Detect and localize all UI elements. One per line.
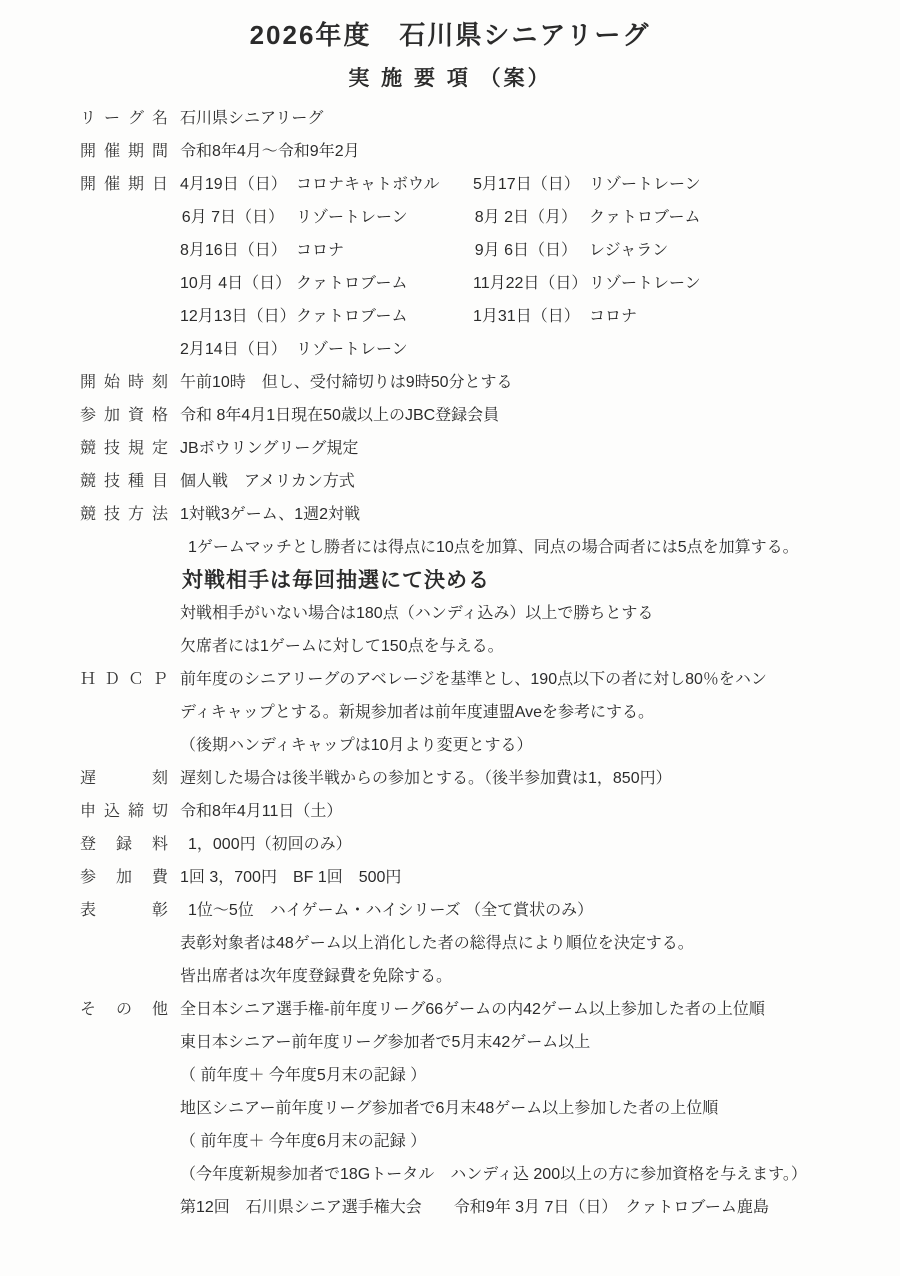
row-method-note2 (0, 595, 900, 628)
row-others-3 (0, 1057, 900, 1090)
field-label-registration-fee: 登録料 (80, 836, 168, 853)
schedule-line (180, 336, 589, 359)
schedule-line (180, 237, 668, 260)
row-method (0, 496, 900, 529)
schedule-line (180, 204, 701, 227)
field-label-late: 遅刻 (80, 770, 168, 787)
schedule-venue: リゾートレーン (296, 341, 408, 358)
row-schedule-6 (0, 331, 900, 364)
schedule-cell-left (180, 336, 473, 359)
row-event-type (0, 463, 900, 496)
field-value-registration-fee: 1，000円（初回のみ） (188, 836, 352, 853)
field-label-start-time: 開始時刻 (80, 374, 168, 391)
field-value-start-time: 午前10時 但し、受付締切りは9時50分とする (180, 374, 513, 391)
schedule-cell-left (180, 270, 473, 293)
row-schedule-1 (0, 166, 900, 199)
schedule-venue: コロナ (589, 308, 638, 325)
others-line: （今年度新規参加者で18Gトータル ハンディ込 200以上の方に参加資格を与えます。） (180, 1166, 807, 1183)
row-others-2 (0, 1024, 900, 1057)
row-awards-note1 (0, 925, 900, 958)
field-value-eligibility: 令和 8年4月1日現在50歳以上のJBC登録会員 (180, 407, 500, 424)
method-highlight: 対戦相手は毎回抽選にて決める (182, 568, 490, 592)
schedule-date: 6月 7日（日） (181, 209, 284, 226)
schedule-date: 4月19日（日） (180, 176, 287, 193)
field-value-rules: JBボウリングリーグ規定 (180, 440, 359, 457)
hdcp-line: 前年度のシニアリーグのアベレージを基準とし、190点以下の者に対し80％をハン (180, 671, 767, 688)
schedule-date: 1月31日（日） (473, 308, 580, 325)
others-line: 全日本シニア選手権-前年度リーグ66ゲームの内42ゲーム以上参加した者の上位順 (180, 1001, 765, 1018)
schedule-date: 8月16日（日） (180, 242, 287, 259)
schedule-venue: コロナ (296, 242, 345, 259)
row-registration-fee (0, 826, 900, 859)
field-value-entry-fee: 1回 3，700円 BF 1回 500円 (180, 869, 402, 886)
row-hdcp-3 (0, 727, 900, 760)
hdcp-line: （後期ハンディキャップは10月より変更とする） (180, 737, 533, 754)
schedule-date: 10月 4日（日） (180, 275, 292, 292)
field-value-event-type: 個人戦 アメリカン方式 (180, 473, 355, 490)
field-label-deadline: 申込締切 (80, 803, 168, 820)
document-body (0, 100, 900, 1222)
row-schedule-2 (0, 199, 900, 232)
schedule-date: 5月17日（日） (473, 176, 580, 193)
row-hdcp-1 (0, 661, 900, 694)
row-schedule-4 (0, 265, 900, 298)
schedule-cell-left (180, 171, 473, 194)
row-method-note1 (0, 529, 900, 562)
schedule-venue: リゾートレーン (589, 275, 701, 292)
schedule-venue: クァトロブーム (296, 275, 408, 292)
field-label-method: 競技方法 (80, 506, 168, 523)
others-line: （ 前年度＋ 今年度6月末の記録 ） (180, 1133, 427, 1150)
schedule-cell-right (473, 204, 701, 227)
schedule-venue: リゾートレーン (589, 176, 701, 193)
field-label-league-name: リーグ名 (80, 110, 168, 127)
others-line: 地区シニアー前年度リーグ参加者で6月末48ゲーム以上参加した者の上位順 (180, 1100, 719, 1117)
row-others-1 (0, 991, 900, 1024)
schedule-cell-right (473, 336, 589, 359)
row-rules (0, 430, 900, 463)
row-entry-fee (0, 859, 900, 892)
document-title: 2026年度 石川県シニアリーグ (249, 20, 651, 50)
schedule-date: 8月 2日（月） (474, 209, 577, 226)
schedule-cell-right (473, 237, 668, 260)
field-value-league-name: 石川県シニアリーグ (180, 110, 324, 127)
field-value-deadline: 令和8年4月11日（土） (180, 803, 343, 820)
field-label-eligibility: 参加資格 (80, 407, 168, 424)
row-awards (0, 892, 900, 925)
field-label-entry-fee: 参加費 (80, 869, 168, 886)
schedule-cell-right (473, 270, 701, 293)
awards-note: 皆出席者は次年度登録費を免除する。 (180, 968, 453, 985)
schedule-date: 9月 6日（日） (474, 242, 577, 259)
field-label-event-type: 競技種目 (80, 473, 168, 490)
schedule-cell-right (473, 303, 637, 326)
row-hdcp-2 (0, 694, 900, 727)
field-label-schedule: 開催期日 (80, 176, 168, 193)
field-label-others: その他 (80, 1001, 168, 1018)
document-subtitle: 実 施 要 項 （案） (348, 67, 552, 90)
others-line: （ 前年度＋ 今年度5月末の記録 ） (180, 1067, 427, 1084)
field-label-rules: 競技規定 (80, 440, 168, 457)
row-eligibility (0, 397, 900, 430)
row-method-highlight (0, 562, 900, 595)
field-label-period: 開催期間 (80, 143, 168, 160)
method-note: 欠席者には1ゲームに対して150点を与える。 (180, 638, 504, 655)
field-value-awards: 1位～5位 ハイゲーム・ハイシリーズ （全て賞状のみ） (188, 902, 594, 919)
schedule-venue: コロナキャトボウル (296, 176, 440, 193)
row-others-6 (0, 1156, 900, 1189)
schedule-cell-left (180, 303, 473, 326)
others-line: 東日本シニアー前年度リーグ参加者で5月末42ゲーム以上 (180, 1034, 591, 1051)
schedule-date: 2月14日（日） (180, 341, 287, 358)
row-period (0, 133, 900, 166)
schedule-cell-right (473, 171, 701, 194)
field-value-period: 令和8年4月～令和9年2月 (180, 143, 360, 160)
schedule-cell-left (180, 204, 473, 227)
schedule-date: 11月22日（日） (473, 275, 588, 292)
schedule-line (180, 171, 701, 194)
row-start-time (0, 364, 900, 397)
row-league-name (0, 100, 900, 133)
field-value-method: 1対戦3ゲーム、1週2対戦 (180, 506, 361, 523)
row-deadline (0, 793, 900, 826)
row-schedule-3 (0, 232, 900, 265)
row-schedule-5 (0, 298, 900, 331)
hdcp-line: ディキャップとする。新規参加者は前年度連盟Aveを参考にする。 (180, 704, 655, 721)
others-line: 第12回 石川県シニア選手権大会 令和9年 3月 7日（日） クァトロブーム鹿島 (180, 1199, 769, 1216)
row-others-4 (0, 1090, 900, 1123)
schedule-venue: リゾートレーン (296, 209, 408, 226)
schedule-date (473, 336, 577, 359)
schedule-line (180, 303, 637, 326)
schedule-date: 12月13日（日） (180, 308, 296, 325)
method-note: 対戦相手がいない場合は180点（ハンディ込み）以上で勝ちとする (180, 605, 654, 622)
method-note: 1ゲームマッチとし勝者には得点に10点を加算、同点の場合両者には5点を加算する。 (188, 539, 799, 556)
schedule-cell-left (180, 237, 473, 260)
field-label-awards: 表彰 (80, 902, 168, 919)
row-others-7 (0, 1189, 900, 1222)
schedule-venue: クァトロブーム (296, 308, 408, 325)
schedule-venue: レジャラン (589, 242, 669, 259)
awards-note: 表彰対象者は48ゲーム以上消化した者の総得点により順位を決定する。 (180, 935, 694, 952)
row-method-note3 (0, 628, 900, 661)
row-others-5 (0, 1123, 900, 1156)
field-label-hdcp: ＨＤＣＰ (80, 671, 168, 688)
schedule-venue: クァトロブーム (589, 209, 701, 226)
row-late (0, 760, 900, 793)
schedule-line (180, 270, 701, 293)
row-awards-note2 (0, 958, 900, 991)
field-value-late: 遅刻した場合は後半戦からの参加とする。（後半参加費は1，850円） (180, 770, 672, 787)
